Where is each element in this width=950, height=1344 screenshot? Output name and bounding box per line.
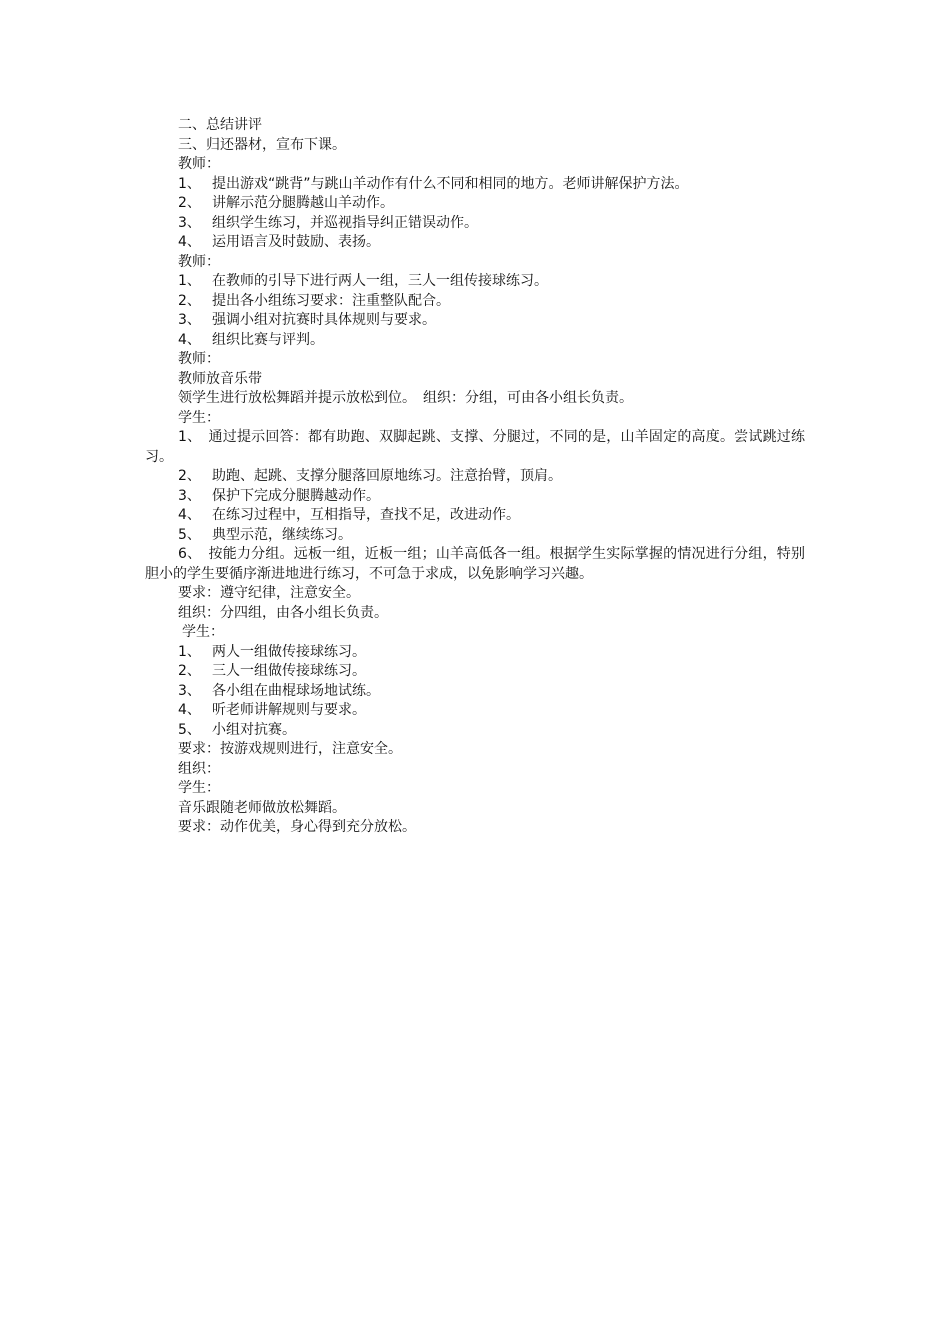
list-item [145, 506, 805, 526]
requirement-line: 要求：遵守纪律，注意安全。 [178, 585, 360, 601]
wrapped-list-item: 6、 按能力分组。远板一组，近板一组；山羊高低各一组。根据学生实际掌握的情况进行分组，特别胆小的学生要循序渐进地进行练习，不可急于求成，以免影响学习兴趣。 [145, 546, 805, 582]
list-number: 3、 [178, 487, 201, 504]
paragraph-line: 领学生进行放松舞蹈并提示放松到位。 组织：分组，可由各小组长负责。 [178, 390, 633, 406]
list-text: 三人一组做传接球练习。 [212, 663, 366, 679]
list-item [145, 701, 805, 721]
list-text: 保护下完成分腿腾越动作。 [212, 487, 380, 504]
list-item [145, 194, 805, 214]
list-number: 3、 [178, 682, 201, 699]
list-number: 4、 [178, 234, 201, 250]
role-label: 教师： [178, 156, 220, 172]
list-text: 组织学生练习，并巡视指导纠正错误动作。 [212, 214, 478, 231]
list-number: 4、 [178, 702, 201, 718]
list-text: 强调小组对抗赛时具体规则与要求。 [212, 312, 436, 328]
list-text: 提出各小组练习要求：注重整队配合。 [212, 292, 450, 309]
list-number: 1、 [178, 643, 201, 660]
list-item [145, 662, 805, 682]
section-heading: 二、总结讲评 [178, 117, 262, 133]
list-text: 在教师的引导下进行两人一组，三人一组传接球练习。 [212, 273, 548, 289]
list-text: 讲解示范分腿腾越山羊动作。 [212, 195, 394, 211]
list-text: 两人一组做传接球练习。 [212, 643, 366, 660]
organization-line: 组织：分四组，由各小组长负责。 [178, 604, 388, 621]
wrapped-list-item: 1、 通过提示回答：都有助跑、双脚起跳、支撑、分腿过，不同的是，山羊固定的高度。尝试跳过练习。 [145, 429, 805, 465]
document-body [145, 116, 805, 838]
list-number: 5、 [178, 526, 201, 543]
list-text: 小组对抗赛。 [212, 721, 296, 738]
list-item [145, 175, 805, 195]
list-text: 助跑、起跳、支撑分腿落回原地练习。注意抬臂，顶肩。 [212, 468, 562, 484]
list-text: 运用语言及时鼓励、表扬。 [212, 234, 380, 250]
role-label: 教师： [178, 253, 220, 270]
organization-line: 组织： [178, 760, 220, 777]
section-heading: 三、归还器材，宣布下课。 [178, 136, 346, 153]
list-item [145, 272, 805, 292]
list-item [145, 331, 805, 351]
list-number: 1、 [178, 273, 201, 289]
list-item [145, 467, 805, 487]
list-number: 4、 [178, 331, 201, 348]
list-item [145, 233, 805, 253]
list-item [145, 214, 805, 234]
requirement-line: 要求：按游戏规则进行，注意安全。 [178, 741, 402, 757]
list-number: 4、 [178, 507, 201, 523]
list-item [145, 721, 805, 741]
list-number: 3、 [178, 214, 201, 231]
list-text: 提出游戏“跳背”与跳山羊动作有什么不同和相同的地方。老师讲解保护方法。 [212, 175, 689, 192]
list-number: 3、 [178, 312, 201, 328]
requirement-line: 要求：动作优美，身心得到充分放松。 [178, 819, 416, 835]
list-item [145, 643, 805, 663]
list-item [145, 292, 805, 312]
list-number: 5、 [178, 721, 201, 738]
list-item [145, 682, 805, 702]
list-text: 听老师讲解规则与要求。 [212, 702, 366, 718]
paragraph-line: 教师放音乐带 [178, 370, 262, 387]
role-label: 教师： [178, 351, 220, 367]
role-label: 学生： [178, 409, 220, 426]
list-text: 组织比赛与评判。 [212, 331, 324, 348]
list-number: 2、 [178, 663, 201, 679]
paragraph-line: 音乐跟随老师做放松舞蹈。 [178, 799, 346, 816]
list-number: 2、 [178, 468, 201, 484]
list-item [145, 526, 805, 546]
list-number: 1、 [178, 175, 201, 192]
list-item [145, 487, 805, 507]
list-item [145, 311, 805, 331]
list-number: 2、 [178, 292, 201, 309]
list-text: 在练习过程中，互相指导，查找不足，改进动作。 [212, 507, 520, 523]
list-text: 各小组在曲棍球场地试练。 [212, 682, 380, 699]
list-text: 典型示范，继续练习。 [212, 526, 352, 543]
role-label: 学生： [182, 624, 224, 640]
role-label: 学生： [178, 780, 220, 796]
list-number: 2、 [178, 195, 201, 211]
